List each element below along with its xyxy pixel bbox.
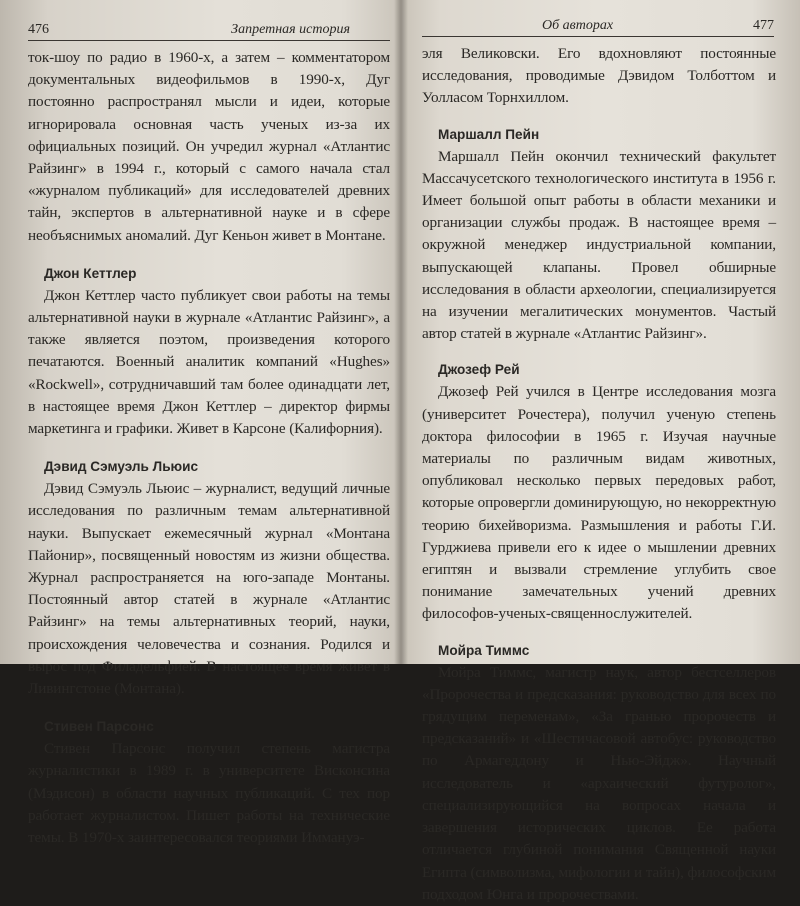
right-running-head	[422, 18, 774, 37]
author-bio-payne: Маршалл Пейн окончил технический факультет Массачусетского технологического института в 1956 г. Имеет большой опыт работы в области механики и организации службы продаж. В настоящее время – окружной менеджер индустриальной компании, выпускающей клапаны. Провел обширные исследования в области археологии, специализируется на изучении мегалитических монументов. Частый автор статей в журнале «Атлантис Райзинг».	[422, 147, 776, 343]
author-bio-parsons: Стивен Парсонс получил степень магистра журналистики в 1989 г. в университете Висконсина (Мэдисон) в области научных публикаций. С тех пор работает журналистом. Пишет работы на технические темы. В 1970-х заинтересовался теориями Иммануэ-	[28, 740, 390, 847]
author-name-parsons: Стивен Парсонс	[44, 719, 154, 735]
author-bio-timms: Мойра Тиммс, магистр наук, автор бестселлеров «Пророчества и предсказания: руководство для всех по грядущим переменам», «За гранью пророчеств и предсказаний» и «Шестичасовой автобус: руководство по Армагеддону и Нью-Эйдж». Научный исследователь и «архаический футуролог», специализирующийся на вопросах начала и завершения исторических циклов. Ее работа отличается глубиной понимания Священной науки Египта (символизма, мифологии и тайн), философским подходом Юнга и пророчествами.	[422, 663, 776, 903]
left-running-head	[28, 22, 390, 41]
author-bio-kettler: Джон Кеттлер часто публикует свои работы на темы альтернативной науки в журнале «Атлантис Райзинг», а также является поэтом, произведения которого печатаются. Военный аналитик компаний «Hughes» «Rockwell», сотрудничавший там более одинадцати лет, в настоящее время Джон Кеттлер – директор фирмы маркетинга и графики. Живет в Карсоне (Калифорния).	[28, 286, 390, 438]
author-name-lewis: Дэвид Сэмуэль Льюис	[44, 459, 199, 475]
author-name-timms: Мойра Тиммс	[438, 642, 530, 658]
author-name-kettler: Джон Кеттлер	[44, 265, 137, 281]
book-gutter	[394, 0, 408, 664]
author-name-payne: Маршалл Пейн	[438, 126, 540, 142]
page-number-right: 477	[753, 18, 774, 33]
running-title-left: Запретная история	[231, 22, 350, 37]
left-page	[0, 0, 402, 847]
continuation-paragraph-right: эля Великовски. Его вдохновляют постоянные исследования, проводимые Дэвидом Толботтом и Уолласом Торнхиллом.	[422, 45, 776, 107]
author-bio-rey: Джозеф Рей учился в Центре исследования мозга (университет Рочестера), получил ученую степень доктора философии в 1965 г. Изучая научные материалы по различным видам животных, опубликовал несколько первых передовых работ, которые опровергли доминирующую, но некорректную теорию бихейворизма. Размышления и работы Г.И. Гурджиева привели его к идее о мышлении древних египтян и вызвали стремление углубить свое понимание замечательных учений древних философов-ученых-священнослужителей.	[422, 383, 776, 623]
page-number-left: 476	[28, 22, 49, 37]
author-name-rey: Джозеф Рей	[438, 362, 520, 378]
running-title-right: Об авторах	[542, 18, 614, 33]
author-bio-lewis: Дэвид Сэмуэль Льюис – журналист, ведущий личные исследования по различным темам альтернативной науки. Выпускает ежемесячный журнал «Монтана Пайонир», посвященный новостям из жизни общества. Журнал распространяется на юго-западе Монтаны. Постоянный автор статей в журнале «Атлантис Райзинг» на темы альтернативных теорий, науки, происхождения человечества и сознания. Родился и вырос под Филадельфией. В настоящее время живет в Ливингстоне (Монтана).	[28, 480, 390, 698]
right-page	[400, 0, 800, 903]
continuation-paragraph-left: ток-шоу по радио в 1960-х, а затем – комментатором документальных видеофильмов в 1990-х, Дуг постоянно распространял мысли и идеи, которые игнорировала основная часть ученых из-за их официальных позиций. Он учредил журнал «Атлантис Райзинг» в 1994 г., который с самого начала стал «журналом публикаций» для исследователей древних тайн, экспертов в альтернативной науке и в сфере необъяснимых аномалий. Дуг Кеньон живет в Монтане.	[28, 49, 390, 244]
